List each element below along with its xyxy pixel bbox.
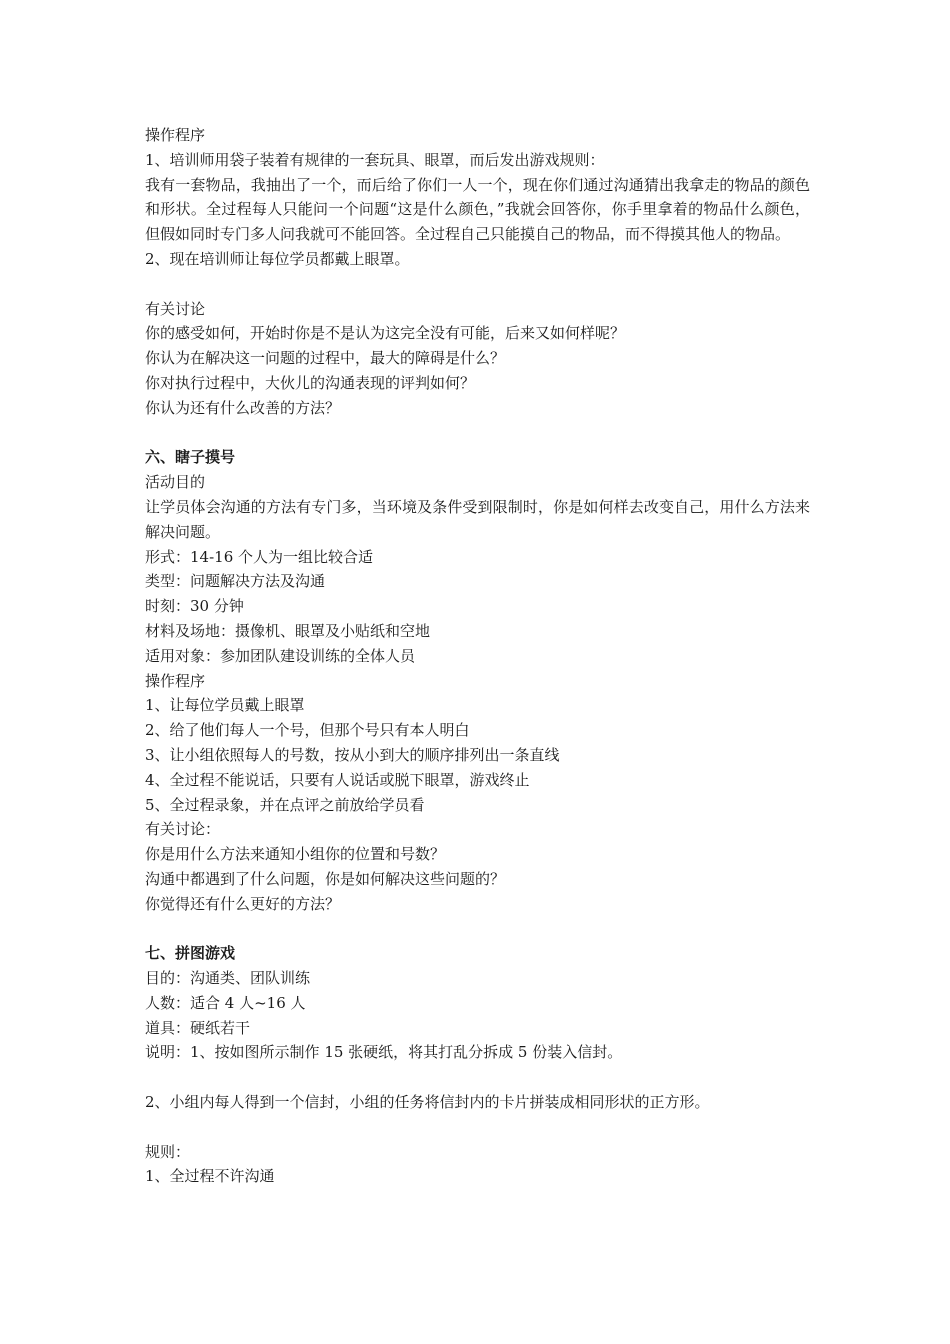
discussion-title: 有关讨论：: [145, 820, 221, 839]
procedure-step-1: 1、培训师用袋子装着有规律的一套玩具、眼罩，而后发出游戏规则：: [145, 150, 605, 169]
procedure-step: 1、让每位学员戴上眼罩: [145, 696, 305, 715]
discussion-question: 你认为在解决这一问题的过程中，最大的障碍是什么？: [145, 349, 506, 368]
discussion-question: 你对执行过程中，大伙儿的沟通表现的评判如何？: [145, 373, 476, 392]
props-line: 道具：硬纸若干: [145, 1018, 251, 1037]
discussion-question: 你觉得还有什么更好的方法？: [145, 894, 341, 913]
blank-line: [145, 1065, 810, 1090]
explanation-2: 2、小组内每人得到一个信封，小组的任务将信封内的卡片拼装成相同形状的正方形。: [145, 1093, 710, 1112]
procedure-step: 2、给了他们每人一个号，但那个号只有本人明白: [145, 721, 470, 740]
rules-title: 规则：: [145, 1142, 191, 1161]
purpose-title: 活动目的: [145, 473, 206, 492]
section-heading-6: 六、瞎子摸号: [145, 448, 236, 467]
procedure-step: 4、全过程不能说话，只要有人说话或脱下眼罩，游戏终止: [145, 770, 530, 789]
blank-line: [145, 917, 810, 942]
blank-line: [145, 272, 810, 297]
materials-line: 材料及场地：摄像机、眼罩及小贴纸和空地: [145, 621, 431, 640]
time-line: 时刻：30 分钟: [145, 597, 244, 616]
audience-line: 适用对象：参加团队建设训练的全体人员: [145, 646, 416, 665]
game-rules-text: 我有一套物品，我抽出了一个，而后给了你们一人一个，现在你们通过沟通猜出我拿走的物品的颜色和形状。全过程每人只能问一个问题“这是什么颜色，”我就会回答你，你手里拿着的物品什么颜色，但假如同时专门多人问我就可不能回答。全过程自己只能摸自己的物品，而不得摸其他人的物品。: [145, 175, 810, 244]
procedure-step: 5、全过程录象，并在点评之前放给学员看: [145, 795, 425, 814]
format-line: 形式：14-16 个人为一组比较合适: [145, 547, 374, 566]
procedure-step-2: 2、现在培训师让每位学员都戴上眼罩。: [145, 249, 410, 268]
purpose-text: 让学员体会沟通的方法有专门多，当环境及条件受到限制时，你是如何样去改变自己，用什么方法来解决问题。: [145, 497, 810, 541]
discussion-title: 有关讨论: [145, 299, 206, 318]
section-heading-7: 七、拼图游戏: [145, 944, 236, 963]
people-line: 人数：适合 4 人~16 人: [145, 993, 306, 1012]
procedure-title: 操作程序: [145, 671, 206, 690]
discussion-question: 沟通中都遇到了什么问题，你是如何解决这些问题的？: [145, 869, 506, 888]
discussion-question: 你的感受如何，开始时你是不是认为这完全没有可能，后来又如何样呢？: [145, 324, 626, 343]
type-line: 类型：问题解决方法及沟通: [145, 572, 326, 591]
discussion-question: 你认为还有什么改善的方法？: [145, 398, 341, 417]
document-body: [145, 123, 810, 1189]
blank-line: [145, 421, 810, 446]
rule-1: 1、全过程不许沟通: [145, 1167, 275, 1186]
discussion-question: 你是用什么方法来通知小组你的位置和号数？: [145, 845, 446, 864]
purpose-line: 目的：沟通类、团队训练: [145, 969, 311, 988]
blank-line: [145, 1115, 810, 1140]
explanation-1: 说明：1、按如图所示制作 15 张硬纸，将其打乱分拆成 5 份装入信封。: [145, 1043, 623, 1062]
procedure-title: 操作程序: [145, 126, 206, 144]
procedure-step: 3、让小组依照每人的号数，按从小到大的顺序排列出一条直线: [145, 745, 560, 764]
